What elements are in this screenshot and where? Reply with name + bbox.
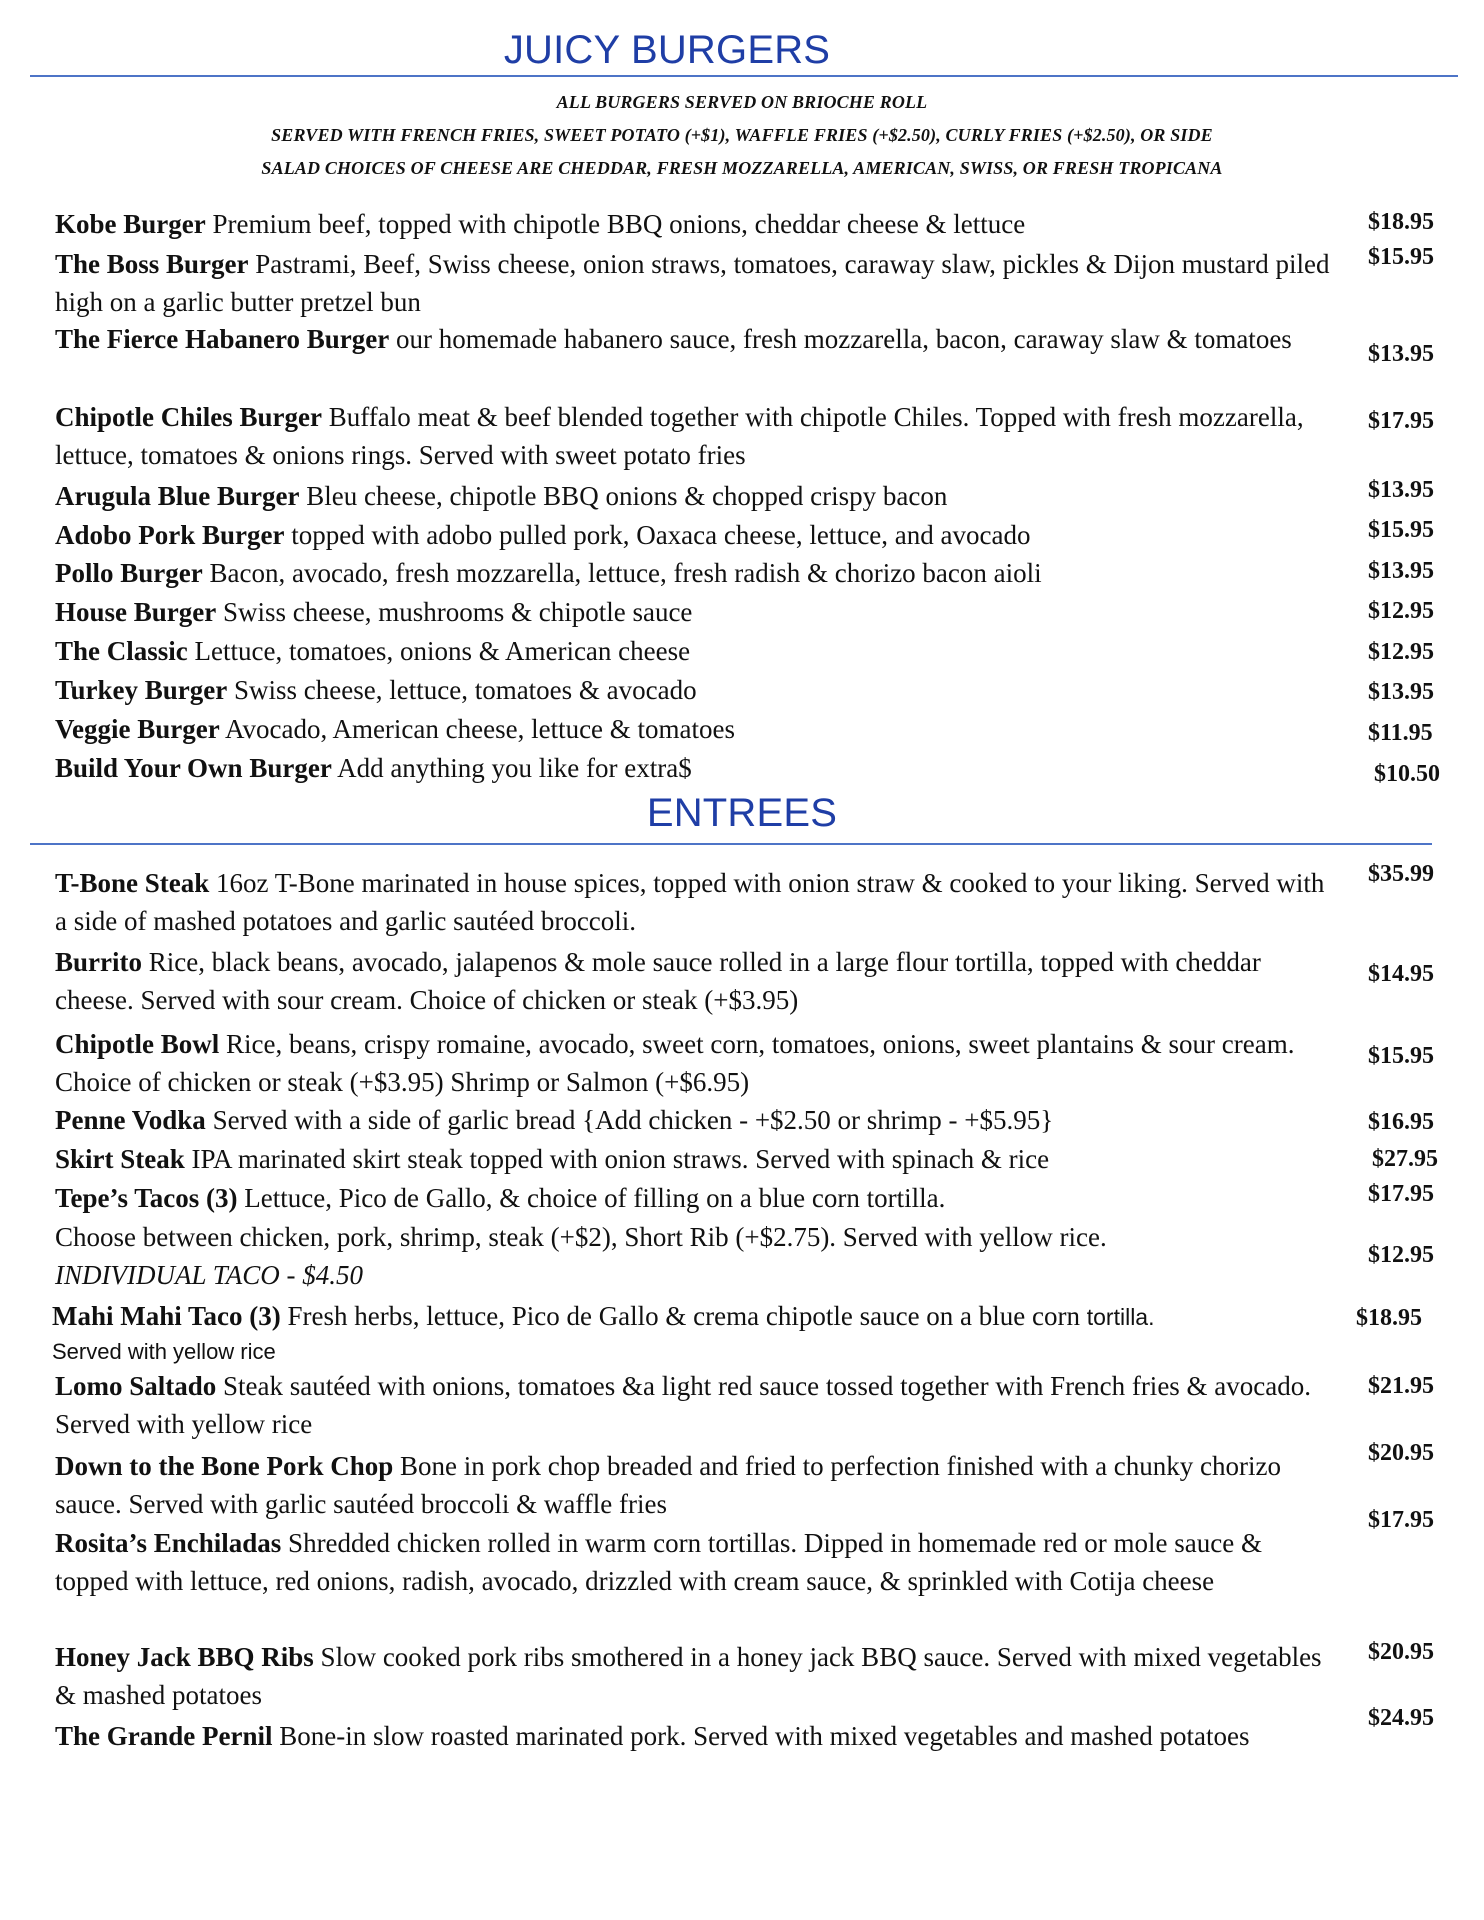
item-price: $12.95: [1368, 1242, 1434, 1268]
menu-item-the-classic: [55, 632, 1330, 670]
item-desc: Rice, black beans, avocado, jalapenos & mole sauce rolled in a large flour tortilla, topped with cheddar cheese. Served with sour cream. Choice of chicken or steak (+$3.95): [55, 947, 1261, 1015]
item-price: $15.95: [1368, 244, 1434, 270]
item-desc: Choose between chicken, pork, shrimp, steak (+$2), Short Rib (+$2.75). Served with yellow rice.: [55, 1222, 1107, 1252]
entrees-title: ENTREES: [646, 791, 838, 835]
item-price: $14.95: [1368, 961, 1434, 987]
item-price: $18.95: [1356, 1305, 1422, 1331]
menu-item-down-to-the-bone-pork-chop: [55, 1447, 1330, 1523]
menu-item-skirt-steak: [55, 1140, 1330, 1178]
menu-item-adobo-pork-burger: [55, 516, 1330, 554]
item-price: $12.95: [1368, 639, 1434, 665]
item-desc: Steak sautéed with onions, tomatoes &a light red sauce tossed together with French fries & avocado. Served with yellow rice: [55, 1371, 1312, 1439]
item-name: Arugula Blue Burger: [55, 481, 300, 511]
menu-item-t-bone-steak: [55, 864, 1330, 940]
item-price: $17.95: [1368, 1181, 1434, 1207]
item-name: The Grande Pernil: [55, 1721, 273, 1751]
item-name: The Classic: [55, 636, 188, 666]
item-desc: Swiss cheese, mushrooms & chipotle sauce: [216, 597, 693, 627]
item-desc: 16oz T-Bone marinated in house spices, topped with onion straw & cooked to your liking. Served with a side of mashed potatoes and garlic sautéed broccoli.: [55, 868, 1325, 936]
menu-item-kobe-burger: [55, 205, 1330, 243]
menu-item-burrito: [55, 943, 1330, 1019]
menu-item-boss-burger: [55, 245, 1330, 321]
item-desc: Lettuce, tomatoes, onions & American cheese: [187, 636, 691, 666]
item-price: $24.95: [1368, 1705, 1434, 1731]
item-price: $35.99: [1368, 861, 1434, 887]
menu-item-pollo-burger: [55, 554, 1330, 592]
item-name: Adobo Pork Burger: [55, 520, 285, 550]
item-desc: Fresh herbs, lettuce, Pico de Gallo & crema chipotle sauce on a blue corn: [280, 1301, 1087, 1331]
item-price: $20.95: [1368, 1440, 1434, 1466]
menu-item-turkey-burger: [55, 671, 1330, 709]
item-price: $12.95: [1368, 598, 1434, 624]
item-desc: Premium beef, topped with chipotle BBQ onions, cheddar cheese & lettuce: [205, 209, 1026, 239]
item-price: $11.95: [1368, 720, 1433, 746]
item-name: Burrito: [55, 947, 142, 977]
menu-item-chipotle-bowl: [55, 1025, 1330, 1101]
item-desc: Pastrami, Beef, Swiss cheese, onion straws, tomatoes, caraway slaw, pickles & Dijon mustard piled high on a garlic butter pretzel bun: [55, 249, 1330, 317]
item-desc: Shredded chicken rolled in warm corn tortillas. Dipped in homemade red or mole sauce & topped with lettuce, red onions, radish, avocado, drizzled with cream sauce, & sprinkled with Cotija cheese: [55, 1528, 1262, 1596]
item-name: Chipotle Bowl: [55, 1029, 220, 1059]
menu-item-tepes-tacos: [55, 1179, 1330, 1217]
menu-item-penne-vodka: [55, 1101, 1330, 1139]
menu-item-the-grande-pernil: [55, 1717, 1330, 1755]
item-desc: Lettuce, Pico de Gallo, & choice of filling on a blue corn tortilla.: [237, 1183, 946, 1213]
menu-item-fierce-habanero-burger: [55, 320, 1330, 358]
item-name: Veggie Burger: [55, 714, 220, 744]
item-name: T-Bone Steak: [55, 868, 210, 898]
item-desc: Avocado, American cheese, lettuce & tomatoes: [219, 714, 736, 744]
item-name: Honey Jack BBQ Ribs: [55, 1642, 314, 1672]
item-price: $15.95: [1368, 517, 1434, 543]
menu-item-veggie-burger: [55, 710, 1330, 748]
menu-item-lomo-saltado: [55, 1367, 1330, 1443]
item-name: Rosita’s Enchiladas: [55, 1528, 282, 1558]
item-desc: Add anything you like for extra$: [331, 753, 692, 783]
item-desc: Buffalo meat & beef blended together with chipotle Chiles. Topped with fresh mozzarella, lettuce, tomatoes & onions rings. Served with sweet potato fries: [55, 402, 1304, 470]
item-name: Down to the Bone Pork Chop: [55, 1451, 394, 1481]
item-name: The Boss Burger: [55, 249, 249, 279]
subtitle-line-1: ALL BURGERS SERVED ON BRIOCHE ROLL: [556, 92, 928, 112]
item-price: $10.50: [1374, 761, 1440, 787]
menu-item-individual-taco: [55, 1218, 1235, 1294]
item-name: Penne Vodka: [55, 1105, 206, 1135]
item-desc: IPA marinated skirt steak topped with onion straws. Served with spinach & rice: [184, 1144, 1050, 1174]
burgers-divider: [30, 75, 1458, 77]
subtitle-line-2: SERVED WITH FRENCH FRIES, SWEET POTATO (+$1), WAFFLE FRIES (+$2.50), CURLY FRIES (+$2.50), OR SIDE: [271, 125, 1213, 145]
item-note: INDIVIDUAL TACO - $4.50: [55, 1260, 363, 1290]
menu-item-arugula-blue-burger: [55, 477, 1330, 515]
entrees-divider: [30, 843, 1432, 845]
item-price: $13.95: [1368, 558, 1434, 584]
menu-item-mahi-mahi-taco: [52, 1297, 1327, 1336]
item-price: $13.95: [1368, 679, 1434, 705]
menu-item-rositas-enchiladas: [55, 1524, 1330, 1600]
menu-item-house-burger: [55, 593, 1330, 631]
item-name: Mahi Mahi Taco (3): [52, 1301, 281, 1331]
item-desc: Swiss cheese, lettuce, tomatoes & avocado: [227, 675, 697, 705]
item-price: $20.95: [1368, 1639, 1434, 1665]
item-desc: Bleu cheese, chipotle BBQ onions & chopped crispy bacon: [299, 481, 948, 511]
burgers-subtitle: [0, 86, 1484, 185]
item-name: Chipotle Chiles Burger: [55, 402, 322, 432]
item-price: $13.95: [1368, 341, 1434, 367]
item-desc: Bone-in slow roasted marinated pork. Served with mixed vegetables and mashed potatoes: [272, 1721, 1250, 1751]
item-desc: Served with a side of garlic bread {Add chicken - +$2.50 or shrimp - +$5.95}: [205, 1105, 1054, 1135]
item-price: $18.95: [1368, 209, 1434, 235]
item-price: $27.95: [1372, 1146, 1438, 1172]
item-price: $16.95: [1368, 1109, 1434, 1135]
item-desc: our homemade habanero sauce, fresh mozzarella, bacon, caraway slaw & tomatoes: [389, 324, 1292, 354]
subtitle-line-3: SALAD CHOICES OF CHEESE ARE CHEDDAR, FRESH MOZZARELLA, AMERICAN, SWISS, OR FRESH TROPICANA: [261, 158, 1223, 178]
item-desc: Bone in pork chop breaded and fried to perfection finished with a chunky chorizo sauce. Served with garlic sautéed broccoli & waffle fries: [55, 1451, 1281, 1519]
menu-item-honey-jack-bbq-ribs: [55, 1638, 1330, 1714]
item-desc: Bacon, avocado, fresh mozzarella, lettuce, fresh radish & chorizo bacon aioli: [202, 558, 1042, 588]
item-price: $21.95: [1368, 1373, 1434, 1399]
menu-item-build-your-own-burger: [55, 749, 1330, 787]
item-name: House Burger: [55, 597, 217, 627]
item-name: Build Your Own Burger: [55, 753, 332, 783]
item-name: Kobe Burger: [55, 209, 206, 239]
item-name: Tepe’s Tacos (3): [55, 1183, 238, 1213]
burgers-title: JUICY BURGERS: [503, 28, 831, 72]
item-price: $13.95: [1368, 477, 1434, 503]
item-desc: Rice, beans, crispy romaine, avocado, sweet corn, tomatoes, onions, sweet plantains & sour cream. Choice of chicken or steak (+$3.95) Shrimp or Salmon (+$6.95): [55, 1029, 1295, 1097]
item-name: The Fierce Habanero Burger: [55, 324, 390, 354]
item-desc-tail: tortilla.: [1086, 1304, 1155, 1330]
item-name: Lomo Saltado: [55, 1371, 217, 1401]
item-name: Skirt Steak: [55, 1144, 185, 1174]
item-price: $17.95: [1368, 1507, 1434, 1533]
item-desc-extra: Served with yellow rice: [52, 1339, 276, 1364]
item-name: Turkey Burger: [55, 675, 228, 705]
item-price: $17.95: [1368, 408, 1434, 434]
item-desc: Slow cooked pork ribs smothered in a honey jack BBQ sauce. Served with mixed vegetables & mashed potatoes: [55, 1642, 1322, 1710]
item-price: $15.95: [1368, 1043, 1434, 1069]
item-desc: topped with adobo pulled pork, Oaxaca cheese, lettuce, and avocado: [284, 520, 1031, 550]
menu-item-chipotle-chiles-burger: [55, 398, 1330, 474]
item-name: Pollo Burger: [55, 558, 203, 588]
